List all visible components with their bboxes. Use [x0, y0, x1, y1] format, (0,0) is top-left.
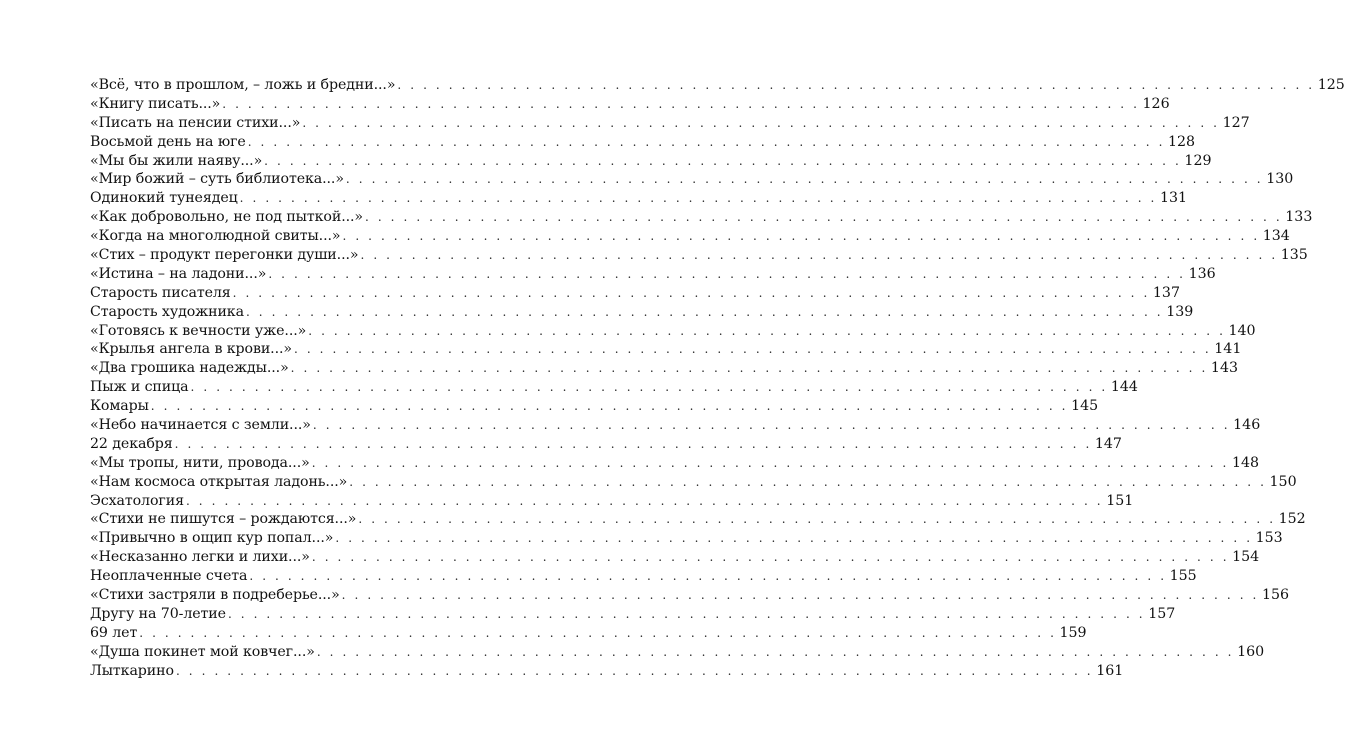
toc-entry-title: «Мы бы жили наяву...» — [90, 152, 263, 169]
toc-entry — [90, 643, 1265, 662]
toc-entry-page-number: 131 — [1159, 190, 1188, 207]
toc-entry — [90, 340, 1242, 359]
toc-entry-title: Эсхатология — [90, 492, 184, 509]
toc-entry — [90, 133, 1196, 152]
toc-entry — [90, 473, 1297, 492]
toc-dot-leader — [268, 265, 1185, 284]
toc-dot-leader — [313, 416, 1230, 435]
toc-dot-leader — [294, 340, 1211, 359]
toc-entry-page-number: 155 — [1169, 568, 1197, 585]
toc-entry — [90, 227, 1290, 246]
toc-dot-leader — [191, 378, 1108, 397]
toc-entry-page-number: 133 — [1285, 209, 1313, 226]
toc-entry — [90, 152, 1212, 171]
toc-entry-title: «Привычно в ощип кур попал...» — [90, 530, 334, 547]
toc-entry — [90, 548, 1260, 567]
toc-dot-leader — [360, 246, 1277, 265]
toc-entry-page-number: 127 — [1222, 114, 1250, 131]
toc-entry-title: «Несказанно легки и лихи...» — [90, 549, 310, 566]
toc-entry-title: «Стих – продукт перегонки души...» — [90, 247, 359, 264]
toc-dot-leader — [222, 95, 1139, 114]
toc-dot-leader — [246, 303, 1163, 322]
toc-dot-leader — [342, 586, 1259, 605]
toc-dot-leader — [264, 152, 1181, 171]
toc-entry — [90, 454, 1260, 473]
toc-entry-page-number: 154 — [1232, 549, 1260, 566]
toc-entry-title: Неоплаченные счета — [90, 568, 248, 585]
toc-dot-leader — [186, 492, 1103, 511]
toc-entry-page-number: 144 — [1110, 379, 1138, 396]
toc-dot-leader — [312, 548, 1229, 567]
toc-dot-leader — [397, 76, 1314, 95]
toc-dot-leader — [342, 227, 1259, 246]
toc-entry — [90, 624, 1087, 643]
toc-dot-leader — [176, 662, 1093, 681]
toc-entry-page-number: 139 — [1166, 303, 1194, 320]
toc-dot-leader — [349, 473, 1266, 492]
toc-entry — [90, 586, 1290, 605]
toc-dot-leader — [358, 510, 1275, 529]
toc-dot-leader — [291, 359, 1208, 378]
toc-entry — [90, 567, 1197, 586]
toc-entry-title: Пыж и спица — [90, 379, 189, 396]
toc-entry — [90, 397, 1099, 416]
toc-entry-title: «Истина – на ладони...» — [90, 265, 267, 282]
toc-dot-leader — [139, 624, 1056, 643]
toc-entry-title: «Как добровольно, не под пыткой...» — [90, 209, 363, 226]
toc-entry-page-number: 147 — [1094, 435, 1122, 452]
toc-entry — [90, 529, 1283, 548]
toc-entry-title: «Когда на многолюдной свиты...» — [90, 228, 341, 245]
toc-entry-title: «Мы тропы, нити, провода...» — [90, 454, 310, 471]
toc-entry-title: 22 декабря — [90, 435, 173, 452]
toc-dot-leader — [228, 605, 1145, 624]
toc-entry — [90, 435, 1122, 454]
toc-entry-title: Комары — [90, 398, 149, 415]
toc-entry-page-number: 126 — [1142, 95, 1170, 112]
toc-entry-page-number: 137 — [1152, 284, 1180, 301]
toc-entry-title: «Стихи не пишутся – рождаются...» — [90, 511, 357, 528]
toc-entry — [90, 265, 1216, 284]
toc-entry-title: «Стихи застряли в подреберье...» — [90, 587, 340, 604]
toc-entry — [90, 378, 1138, 397]
toc-entry — [90, 284, 1180, 303]
toc-dot-leader — [302, 114, 1219, 133]
toc-entry-page-number: 157 — [1148, 605, 1176, 622]
toc-entry-title: «Душа покинет мой ковчег...» — [90, 643, 315, 660]
toc-entry-page-number: 135 — [1280, 247, 1308, 264]
toc-entry-title: «Нам космоса открытая ладонь...» — [90, 473, 348, 490]
toc-entry — [90, 322, 1256, 341]
toc-entry — [90, 208, 1313, 227]
toc-entry — [90, 416, 1261, 435]
toc-entry-page-number: 150 — [1269, 473, 1297, 490]
table-of-contents — [90, 76, 1345, 681]
toc-entry — [90, 189, 1188, 208]
toc-entry-page-number: 148 — [1231, 454, 1260, 471]
toc-entry-title: Восьмой день на юге — [90, 133, 246, 150]
toc-entry-title: Другу на 70-летие — [90, 605, 226, 622]
toc-dot-leader — [365, 208, 1282, 227]
toc-entry — [90, 359, 1239, 378]
toc-entry — [90, 246, 1308, 265]
toc-entry-title: «Книгу писать...» — [90, 95, 221, 112]
toc-dot-leader — [312, 454, 1229, 473]
toc-entry — [90, 510, 1306, 529]
toc-entry-page-number: 128 — [1167, 133, 1196, 150]
toc-dot-leader — [248, 133, 1165, 152]
toc-entry-page-number: 125 — [1317, 77, 1345, 93]
toc-entry-page-number: 159 — [1059, 624, 1087, 641]
toc-entry-page-number: 134 — [1262, 228, 1290, 245]
toc-dot-leader — [249, 567, 1166, 586]
toc-entry-page-number: 156 — [1261, 587, 1290, 604]
toc-entry-title: «Готовясь к вечности уже...» — [90, 322, 307, 339]
toc-dot-leader — [240, 189, 1157, 208]
toc-dot-leader — [175, 435, 1092, 454]
toc-entry-title: «Крылья ангела в крови...» — [90, 341, 292, 358]
toc-entry-page-number: 161 — [1096, 662, 1124, 679]
toc-entry — [90, 492, 1134, 511]
toc-entry-title: «Мир божий – суть библиотека...» — [90, 171, 344, 188]
toc-entry-title: Одинокий тунеядец — [90, 190, 238, 207]
toc-entry-page-number: 143 — [1210, 360, 1239, 377]
toc-entry-page-number: 152 — [1278, 511, 1306, 528]
toc-entry-title: «Всё, что в прошлом, – ложь и бредни...» — [90, 77, 396, 93]
toc-entry — [90, 605, 1176, 624]
toc-entry-title: «Писать на пенсии стихи...» — [90, 114, 301, 131]
toc-entry — [90, 114, 1250, 133]
toc-dot-leader — [233, 284, 1150, 303]
toc-entry — [90, 170, 1294, 189]
toc-entry — [90, 662, 1124, 681]
toc-dot-leader — [317, 643, 1234, 662]
toc-entry-page-number: 130 — [1266, 171, 1294, 188]
toc-entry-page-number: 141 — [1214, 341, 1242, 358]
toc-entry-title: «Небо начинается с земли...» — [90, 417, 311, 434]
toc-entry-page-number: 146 — [1233, 417, 1261, 434]
toc-entry-page-number: 129 — [1184, 152, 1212, 169]
toc-entry-title: Старость писателя — [90, 284, 231, 301]
toc-entry — [90, 95, 1170, 114]
toc-entry — [90, 303, 1194, 322]
toc-entry-page-number: 145 — [1071, 398, 1099, 415]
toc-entry-page-number: 140 — [1228, 322, 1256, 339]
toc-entry-page-number: 151 — [1106, 492, 1134, 509]
toc-dot-leader — [308, 322, 1225, 341]
toc-entry-title: 69 лет — [90, 624, 138, 641]
toc-entry — [90, 76, 1345, 95]
toc-entry-page-number: 153 — [1255, 530, 1283, 547]
toc-entry-title: «Два грошика надежды...» — [90, 360, 289, 377]
toc-entry-page-number: 160 — [1237, 643, 1265, 660]
toc-entry-page-number: 136 — [1188, 265, 1216, 282]
toc-dot-leader — [151, 397, 1068, 416]
toc-dot-leader — [346, 170, 1263, 189]
toc-entry-title: Лыткарино — [90, 662, 174, 679]
toc-dot-leader — [335, 529, 1252, 548]
toc-entry-title: Старость художника — [90, 303, 244, 320]
